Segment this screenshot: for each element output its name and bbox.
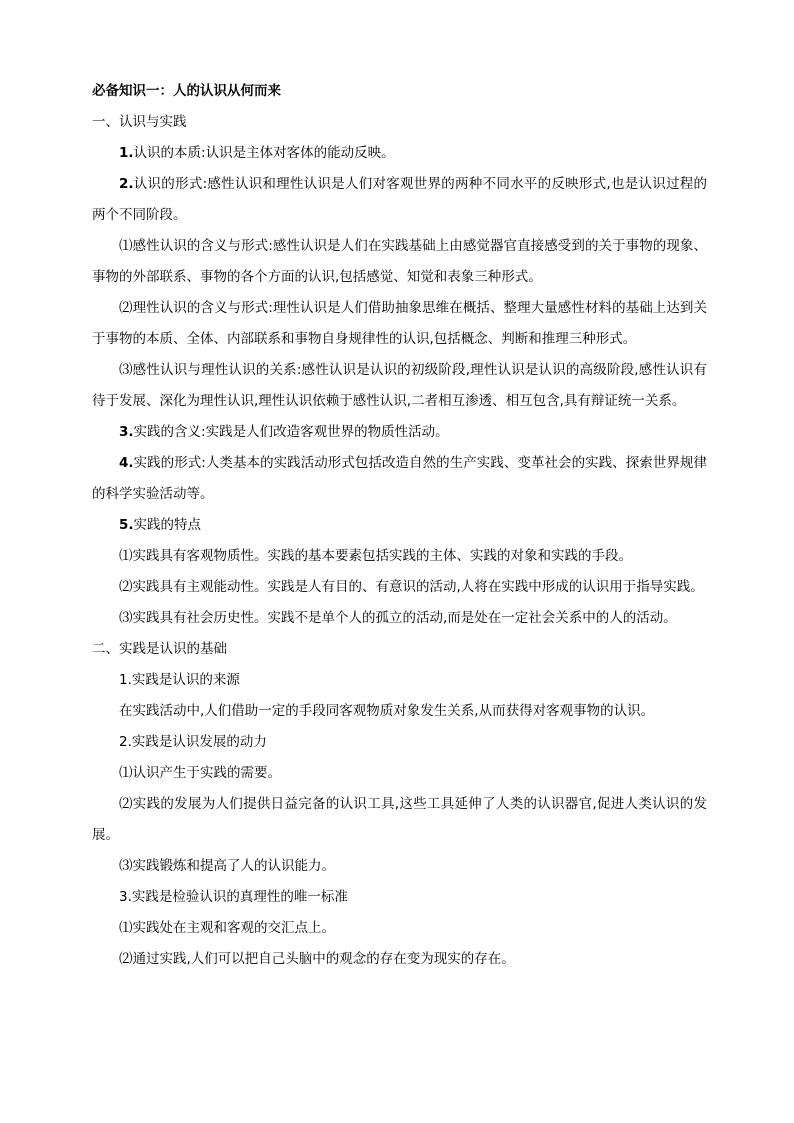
paragraph-14: 2.实践是认识发展的动力 <box>119 734 267 750</box>
paragraph-15: ⑴认识产生于实践的需要。 <box>119 765 281 781</box>
paragraph-20: ⑵通过实践,人们可以把自己头脑中的观念的存在变为现实的存在。 <box>119 951 515 967</box>
paragraph-3: ⑴感性认识的含义与形式:感性认识是人们在实践基础上由感觉器官直接感受到的关于事物的现象、事物的外部联系、事物的各个方面的认识,包括感觉、知觉和表象三种形式。 <box>92 238 707 285</box>
item-number: 3. <box>119 424 134 440</box>
paragraph-6 <box>92 417 707 448</box>
page-title: 必备知识一：人的认识从何而来 <box>92 83 281 99</box>
item-number: 5. <box>119 517 134 533</box>
paragraph-11: ⑶实践具有社会历史性。实践不是单个人的孤立的活动,而是处在一定社会关系中的人的活动。 <box>119 610 677 626</box>
paragraph-8 <box>92 510 707 541</box>
item-number: 4. <box>119 455 134 471</box>
item-number: 1. <box>119 145 134 161</box>
paragraph-18: 3.实践是检验认识的真理性的唯一标准 <box>119 889 348 905</box>
paragraph-13: 在实践活动中,人们借助一定的手段同客观物质对象发生关系,从而获得对客观事物的认识。 <box>119 703 655 719</box>
paragraph-4: ⑵理性认识的含义与形式:理性认识是人们借助抽象思维在概括、整理大量感性材料的基础上达到关于事物的本质、全体、内部联系和事物自身规律性的认识,包括概念、判断和推理三种形式。 <box>92 300 707 347</box>
paragraph-5: ⑶感性认识与理性认识的关系:感性认识是认识的初级阶段,理性认识是认识的高级阶段,感性认识有待于发展、深化为理性认识,理性认识依赖于感性认识,二者相互渗透、相互包含,具有辩证统一关系。 <box>92 362 707 409</box>
paragraph-17: ⑶实践锻炼和提高了人的认识能力。 <box>119 858 335 874</box>
paragraph-12: 1.实践是认识的来源 <box>119 672 240 688</box>
paragraph-10: ⑵实践具有主观能动性。实践是人有目的、有意识的活动,人将在实践中形成的认识用于指导实践。 <box>119 579 704 595</box>
paragraph-text: 认识的本质:认识是主体对客体的能动反映。 <box>133 145 395 161</box>
paragraph-text: 实践的含义:实践是人们改造客观世界的物质性活动。 <box>133 424 449 440</box>
paragraph-7 <box>92 448 707 510</box>
section-heading-1: 一、认识与实践 <box>92 114 187 130</box>
paragraph-text: 实践的特点 <box>133 517 202 533</box>
paragraph-19: ⑴实践处在主观和客观的交汇点上。 <box>119 920 335 936</box>
paragraph-2 <box>92 169 707 231</box>
document-page <box>92 76 707 975</box>
section-heading-2: 二、实践是认识的基础 <box>92 641 227 657</box>
paragraph-16: ⑵实践的发展为人们提供日益完备的认识工具,这些工具延伸了人类的认识器官,促进人类认识的发展。 <box>92 796 707 843</box>
paragraph-1 <box>92 138 707 169</box>
paragraph-9: ⑴实践具有客观物质性。实践的基本要素包括实践的主体、实践的对象和实践的手段。 <box>119 548 632 564</box>
paragraph-text: 实践的形式:人类基本的实践活动形式包括改造自然的生产实践、变革社会的实践、探索世界规律的科学实验活动等。 <box>92 455 707 502</box>
paragraph-text: 认识的形式:感性认识和理性认识是人们对客观世界的两种不同水平的反映形式,也是认识过程的两个不同阶段。 <box>92 176 707 223</box>
item-number: 2. <box>119 176 134 192</box>
